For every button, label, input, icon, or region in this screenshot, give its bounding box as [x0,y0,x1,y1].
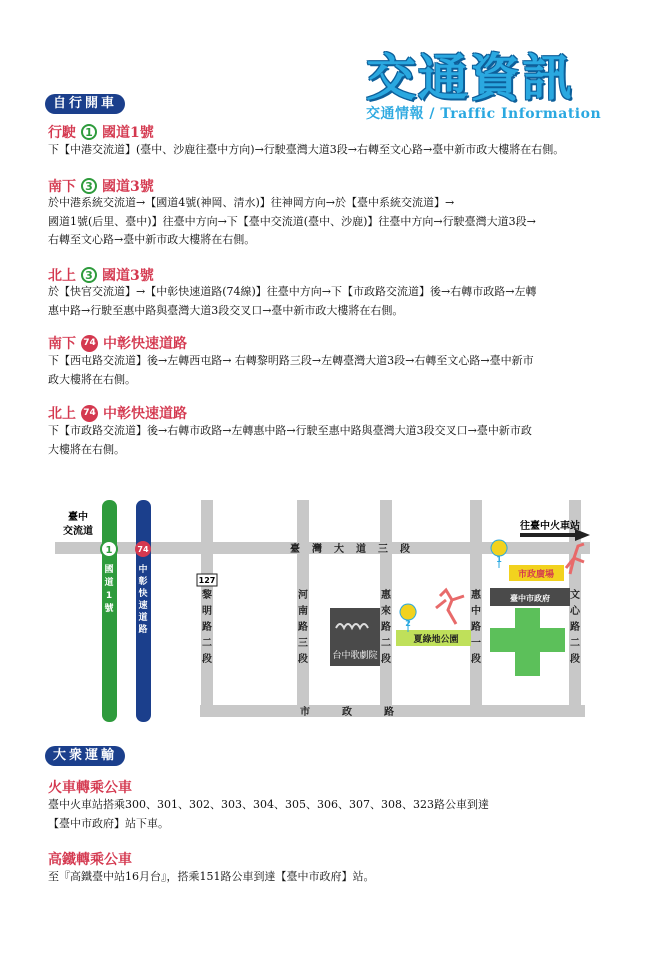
road-char: 段 [298,654,308,665]
park-label: 夏綠地公園 [413,635,459,645]
route-road: 國道1號 [102,125,154,141]
route-heading [48,265,154,285]
road-char: 三 [378,544,388,555]
route-line: 於【快官交流道】→【中彰快速道路(74線)】往臺中方向→下【市政路交流道】後→右轉市政路→左轉 [48,285,537,298]
road-char: 中 [471,606,481,617]
road-char: 二 [570,638,580,649]
route-direction: 南下 [48,336,76,352]
expressway-shield-icon: 74 [81,405,98,422]
section-tag-driving: 自行開車 [45,94,125,114]
freeway-shield-number: 1 [105,545,113,556]
transit-line: 臺中火車站搭乘300、301、302、303、304、305、306、307、308、323路公車到達 [48,798,489,811]
expressway-shield-icon: 74 [81,335,98,352]
road-char: 路 [298,622,308,633]
route-direction: 北上 [48,268,76,284]
road-char: 路 [202,622,212,633]
road-char: 路 [570,622,580,633]
city-hall-label: 臺中市政府 [510,594,550,603]
route-road: 中彰快速道路 [103,336,187,352]
road-char: 快 [138,589,148,599]
road-char: 速 [138,601,148,611]
road-char: 河 [298,590,308,601]
station-label: 往臺中火車站 [520,521,580,532]
route-description [48,141,623,160]
plaza-area [490,628,565,652]
road-char: 段 [570,654,580,665]
interchange-label: 臺中 [68,512,88,523]
route-description [48,352,623,389]
road-char: 路 [384,707,394,718]
transit-line: 至『高鐵臺中站16月台』，搭乘151路公車到達【臺中市政府】站。 [48,870,375,883]
road-char: 段 [400,544,410,555]
page-subtitle: 交通情報 / Traffic Information [366,106,602,122]
huilai-road-label [380,588,392,665]
road-shield-number: 127 [198,576,216,585]
road-char: 彰 [138,577,148,587]
road-char: 臺 [290,544,300,555]
road-char: 南 [298,606,308,617]
map-pin-number: 2 [405,619,411,628]
wenxin-road-label [569,588,581,665]
route-description [48,422,623,459]
road-char: 二 [202,638,212,649]
transit-line: 【臺中市政府】站下車。 [48,816,169,830]
route-heading [48,403,187,423]
transit-description [48,868,623,887]
road-char: 路 [381,622,391,633]
road-char: 路 [138,625,148,635]
route-line: 下【市政路交流道】後→右轉市政路→左轉惠中路→行駛至惠中路與臺灣大道3段交叉口→臺中新市政 [48,424,532,437]
transit-heading: 火車轉乘公車 [48,780,132,796]
direction-arrow-line [520,533,577,537]
road-char: 1 [105,591,113,601]
freeway-shield-icon: 3 [81,178,97,194]
road-char: 二 [381,638,391,649]
road-char: 黎 [202,590,212,601]
route-description [48,194,623,250]
road-char: 三 [298,638,308,649]
henan-road-label [297,588,308,665]
route-line: 右轉至文心路→臺中新市政大樓將在右側。 [48,233,256,246]
transit-description [48,796,623,833]
route-description [48,283,623,320]
road-char: 惠 [471,590,481,601]
opera-house-label: 台中歌劇院 [332,651,378,661]
route-direction: 南下 [48,179,76,195]
route-line: 惠中路→行駛至惠中路與臺灣大道3段交叉口→臺中新市政大樓將在右側。 [48,303,404,317]
road-char: 明 [202,606,212,617]
road-char: 段 [202,654,212,665]
road-char: 文 [570,590,580,601]
section-tag-transit: 大衆運輸 [45,746,125,766]
road-char: 市 [300,707,310,718]
route-line: 國道1號(后里、臺中)】往臺中方向→下【臺中交流道(臺中、沙鹿)】往臺中方向→行駛臺灣大道3段→ [48,214,536,228]
route-line: 大樓將在右側。 [48,442,125,456]
road-char: 國 [104,565,114,575]
route-heading [48,122,154,142]
road-char: 段 [471,654,481,665]
road-char: 中 [138,565,148,575]
route-line: 下【西屯路交流道】後→左轉西屯路→ 右轉黎明路三段→左轉臺灣大道3段→右轉至文心路→臺中新市 [48,354,534,367]
plaza-label: 市政廣場 [517,570,555,580]
dancer-figure-icon [436,590,464,624]
route-road: 國道3號 [102,179,154,195]
road-char: 號 [104,604,114,614]
interchange-label: 交流道 [63,526,93,537]
route-direction: 行駛 [48,125,76,141]
road-char: 來 [381,606,391,617]
route-road: 中彰快速道路 [103,406,187,422]
road-char: 道 [138,613,148,623]
road-char: 灣 [312,544,322,555]
freeway-shield-icon: 1 [81,124,97,140]
road-char: 心 [570,606,580,617]
route-direction: 北上 [48,406,76,422]
liming-road-label [201,588,212,665]
road-char: 大 [334,544,344,555]
freeway-shield-icon: 3 [81,267,97,283]
road-char: 惠 [381,590,391,601]
map-pin-number: 1 [496,555,502,564]
location-map [0,488,662,728]
route-line: 政大樓將在右側。 [48,372,136,386]
road-char: 道 [356,544,366,555]
expressway-shield-number: 74 [137,545,149,554]
road-char: 道 [104,578,114,588]
page-title: 交通資訊 [366,48,574,107]
road-char: 政 [342,707,352,718]
route-heading [48,333,187,353]
road-char: 路 [471,622,481,633]
road-char: 一 [471,638,481,649]
route-road: 國道3號 [102,268,154,284]
expressway-74-road [136,500,151,722]
huizhong-road-label [470,588,482,665]
route-line: 於中港系統交流道→【國道4號(神岡、清水)】往神岡方向→於【臺中系統交流道】→ [48,196,455,209]
route-heading [48,176,154,196]
transit-heading: 高鐵轉乘公車 [48,852,132,868]
route-line: 下【中港交流道】(臺中、沙鹿往臺中方向)→行駛臺灣大道3段→右轉至文心路→臺中新市政大樓將在右側。 [48,143,565,156]
road-char: 段 [381,654,391,665]
